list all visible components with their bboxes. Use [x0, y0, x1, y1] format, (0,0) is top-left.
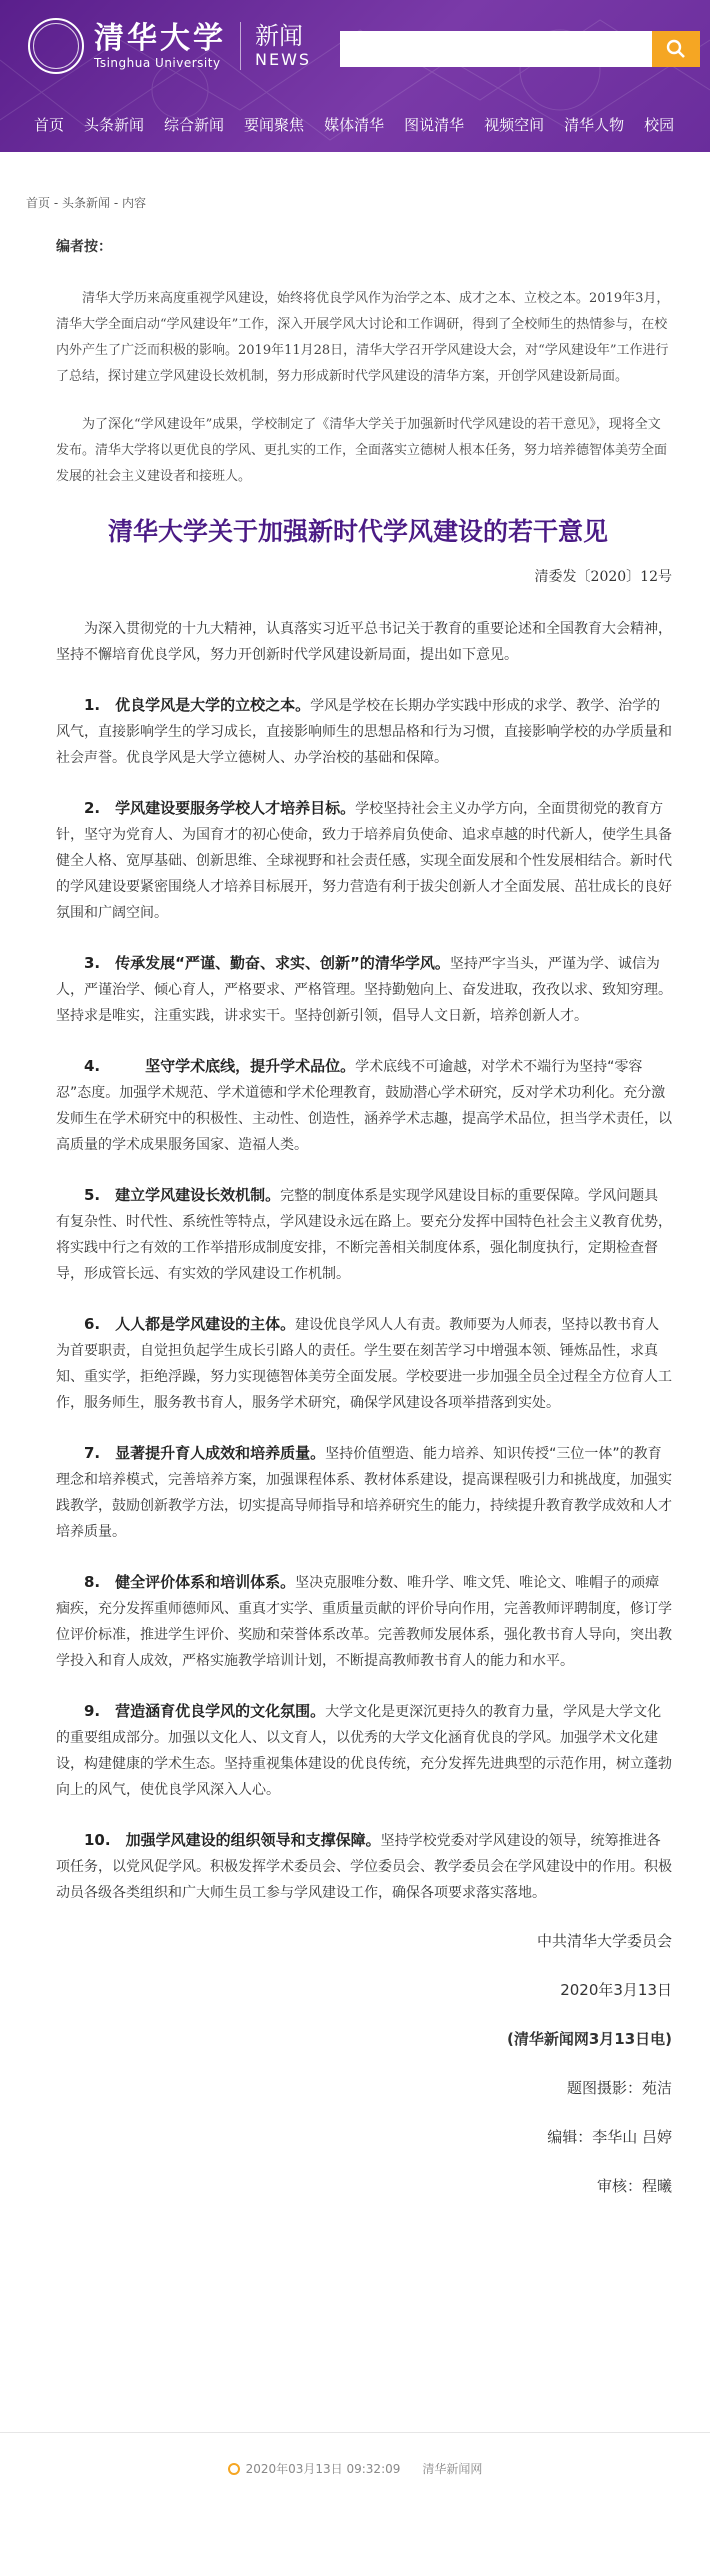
university-name-cn: 清华大学 — [94, 21, 226, 56]
news-source-text: (清华新闻网3月13日电) — [506, 2030, 672, 2048]
item-heading: 5. 建立学风建设长效机制。 — [84, 1186, 281, 1204]
item-body: 坚决克服唯分数、唯升学、唯文凭、唯论文、唯帽子的顽瘴痼疾，充分发挥重师德师风、重真才实学、重质量贡献的评价导向作用，完善教师评聘制度，修订学位评价标准，推进学生评价、奖励和荣誉体系改革。完善教师发展体系，强化教书育人导向，突出教学投入和育人成效，严格实施教学培训计划，不断提高教师教书育人的能力和水平。 — [56, 1575, 672, 1669]
breadcrumb-current: 内容 — [122, 196, 147, 210]
document-number: 清委发〔2020〕12号 — [534, 569, 672, 585]
nav-video[interactable]: 视频空间 — [484, 115, 545, 134]
article-title: 清华大学关于加强新时代学风建设的若干意见 — [107, 517, 608, 546]
photo-credit: 题图摄影：苑洁 — [566, 2079, 672, 2097]
item-body: 大学文化是更深沉更持久的教育力量，学风是大学文化的重要组成部分。加强以文化人、以文育人，以优秀的大学文化涵育优良的学风。加强学术文化建设，构建健康的学术生态。坚持重视集体建设的优良传统，充分发挥先进典型的示范作用，树立蓬勃向上的风气，使优良学风深入人心。 — [56, 1704, 672, 1798]
tsinghua-seal-icon — [28, 18, 84, 74]
footer-source: 清华新闻网 — [422, 2462, 483, 2476]
news-source — [56, 2028, 672, 2049]
site-logo[interactable] — [28, 14, 311, 78]
logo-divider — [240, 22, 241, 70]
nav-campus[interactable]: 校园 — [644, 115, 675, 134]
footer-divider — [0, 2432, 710, 2433]
article-item — [56, 1440, 672, 1545]
item-heading: 7. 显著提升育人成效和培养质量。 — [84, 1444, 326, 1462]
item-body: 坚持学校党委对学风建设的领导，统筹推进各项任务，以党风促学风。积极发挥学术委员会、学位委员会、教学委员会在学风建设中的作用。积极动员各级各类组织和广大师生员工参与学风建设工作，确保各项要求落实落地。 — [56, 1833, 672, 1901]
editor-note-paragraph: 为了深化“学风建设年”成果，学校制定了《清华大学关于加强新时代学风建设的若干意见》，现将全文发布。清华大学将以更优良的学风、更扎实的工作，全面落实立德树人根本任务，努力培养德智体美劳全面发展的社会主义建设者和接班人。 — [56, 417, 668, 484]
site-header — [0, 0, 710, 152]
item-heading: 6. 人人都是学风建设的主体。 — [84, 1315, 296, 1333]
nav-media[interactable]: 媒体清华 — [324, 115, 385, 134]
article-item — [56, 950, 672, 1029]
search-icon — [666, 39, 686, 59]
item-heading: 9. 营造涵育优良学风的文化氛围。 — [84, 1702, 326, 1720]
search-input[interactable] — [340, 31, 652, 67]
item-body: 坚持严字当头，严谨为学、诚信为人，严谨治学、倾心育人，严格要求、严格管理。坚持勤勉向上、奋发进取，孜孜以求、致知穷理。坚持求是唯实，注重实践，讲求实干。坚持创新引领，倡导人文日新，培养创新人才。 — [56, 956, 672, 1024]
main-nav — [0, 100, 710, 148]
news-label-en: NEWS — [255, 50, 312, 69]
clock-icon — [228, 2463, 240, 2475]
item-heading: 3. 传承发展“严谨、勤奋、求实、创新”的清华学风。 — [84, 954, 450, 972]
article-item — [56, 795, 672, 926]
article-item — [56, 692, 672, 771]
nav-general-news[interactable]: 综合新闻 — [164, 115, 225, 134]
article-item — [56, 1053, 672, 1158]
university-name-en: Tsinghua University — [94, 56, 221, 70]
article-item — [56, 1827, 672, 1906]
sign-date: 2020年3月13日 — [560, 1981, 672, 1999]
article-footer — [0, 2460, 710, 2477]
item-heading: 2. 学风建设要服务学校人才培养目标。 — [84, 799, 356, 817]
item-body: 学校坚持社会主义办学方向，全面贯彻党的教育方针，坚守为党育人、为国育才的初心使命，致力于培养肩负使命、追求卓越的时代新人，使学生具备健全人格、宽厚基础、创新思维、全球视野和社会责任感，实现全面发展和个性发展相结合。新时代的学风建设要紧密围绕人才培养目标展开，努力营造有利于拔尖创新人才全面发展、茁壮成长的良好氛围和广阔空间。 — [56, 801, 672, 921]
nav-headlines[interactable]: 头条新闻 — [84, 115, 145, 134]
editor-note-paragraph: 清华大学历来高度重视学风建设，始终将优良学风作为治学之本、成才之本、立校之本。2019年3月，清华大学全面启动“学风建设年”工作，深入开展学风大讨论和工作调研，得到了全校师生的热情参与，在校内外产生了广泛而积极的影响。2019年11月28日，清华大学召开学风建设大会，对“学风建设年”工作进行了总结，探讨建立学风建设长效机制，努力形成新时代学风建设的清华方案，开创学风建设新局面。 — [56, 291, 670, 384]
breadcrumb — [26, 194, 146, 211]
publish-time: 2020年03月13日 09:32:09 — [245, 2462, 401, 2476]
search-button[interactable] — [652, 31, 700, 67]
nav-photos[interactable]: 图说清华 — [404, 115, 465, 134]
article-intro: 为深入贯彻党的十九大精神，认真落实习近平总书记关于教育的重要论述和全国教育大会精神，坚持不懈培育优良学风，努力开创新时代学风建设新局面，提出如下意见。 — [56, 621, 672, 663]
nav-home[interactable]: 首页 — [34, 115, 65, 134]
nav-focus[interactable]: 要闻聚焦 — [244, 115, 305, 134]
item-heading: 1. 优良学风是大学的立校之本。 — [84, 696, 311, 714]
item-heading: 4. 坚守学术底线，提升学术品位。 — [84, 1057, 356, 1075]
item-body: 坚持价值塑造、能力培养、知识传授“三位一体”的教育理念和培养模式，完善培养方案，加强课程体系、教材体系建设，提高课程吸引力和挑战度，加强实践教学，鼓励创新教学方法，切实提高导师指导和培养研究生的能力，持续提升教育教学成效和人才培养质量。 — [56, 1446, 672, 1540]
nav-people[interactable]: 清华人物 — [564, 115, 625, 134]
article-item — [56, 1569, 672, 1674]
article-item — [56, 1182, 672, 1287]
item-body: 建设优良学风人人有责。教师要为人师表，坚持以教书育人为首要职责，自觉担负起学生成长引路人的责任。学生要在刻苦学习中增强本领、锤炼品性，求真知、重实学，拒绝浮躁，努力实现德智体美劳全面发展。学校要进一步加强全员全过程全方位育人工作，服务师生，服务教书育人，服务学术研究，确保学风建设各项举措落到实处。 — [56, 1317, 672, 1411]
breadcrumb-sep: - — [110, 196, 119, 210]
item-body: 学术底线不可逾越，对学术不端行为坚持“零容忍”态度。加强学术规范、学术道德和学术伦理教育，鼓励潜心学术研究，反对学术功利化。充分激发师生在学术研究中的积极性、主动性、创造性，涵养学术志趣，提高学术品位，担当学术责任，以高质量的学术成果服务国家、造福人类。 — [56, 1059, 672, 1153]
item-body: 学风是学校在长期办学实践中形成的求学、教学、治学的风气，直接影响学生的学习成长，直接影响师生的思想品格和行为习惯，直接影响学校的办学质量和社会声誉。优良学风是大学立德树人、办学治校的基础和保障。 — [56, 698, 672, 766]
article-content — [56, 236, 672, 2224]
article-item — [56, 1311, 672, 1416]
editor-note-label: 编者按： — [56, 239, 112, 255]
news-label-cn: 新闻 — [255, 22, 303, 50]
reviewer-credit: 审核：程曦 — [596, 2177, 672, 2195]
breadcrumb-home[interactable]: 首页 — [26, 196, 51, 210]
item-heading: 10. 加强学风建设的组织领导和支撑保障。 — [84, 1831, 381, 1849]
signer: 中共清华大学委员会 — [536, 1932, 672, 1950]
editor-credit: 编辑：李华山 吕婷 — [547, 2128, 672, 2146]
breadcrumb-sep: - — [50, 196, 59, 210]
item-heading: 8. 健全评价体系和培训体系。 — [84, 1573, 296, 1591]
article-item — [56, 1698, 672, 1803]
breadcrumb-section[interactable]: 头条新闻 — [62, 196, 111, 210]
item-body: 完整的制度体系是实现学风建设目标的重要保障。学风问题具有复杂性、时代性、系统性等特点，学风建设永远在路上。要充分发挥中国特色社会主义教育优势，将实践中行之有效的工作举措形成制度安排，不断完善相关制度体系，强化制度执行，定期检查督导，形成管长远、有实效的学风建设工作机制。 — [56, 1188, 672, 1282]
